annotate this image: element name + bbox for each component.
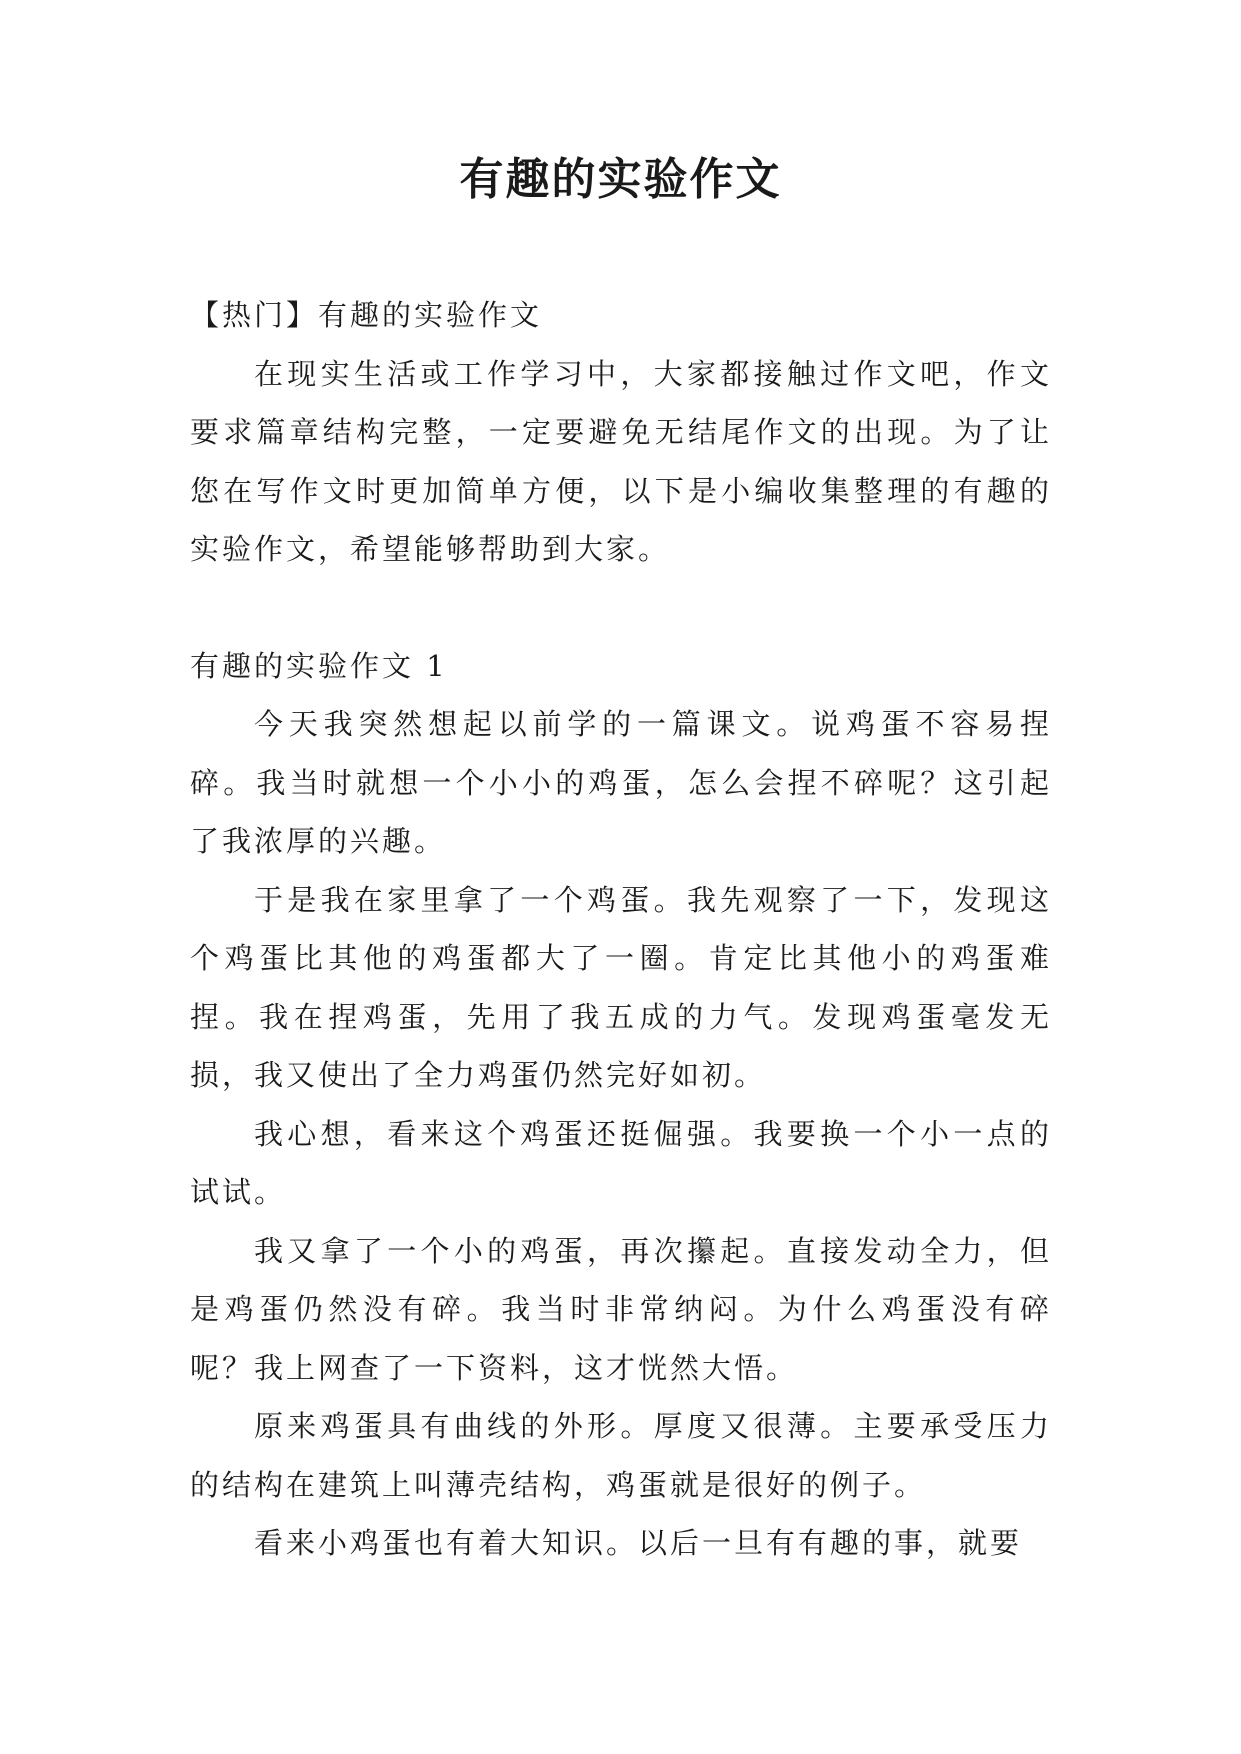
paragraph: 我又拿了一个小的鸡蛋，再次攥起。直接发动全力，但是鸡蛋仍然没有碎。我当时非常纳闷。为什么鸡蛋没有碎呢？我上网查了一下资料，这才恍然大悟。 xyxy=(190,1233,1052,1385)
paragraph: 今天我突然想起以前学的一篇课文。说鸡蛋不容易捏碎。我当时就想一个小小的鸡蛋，怎么会捏不碎呢？这引起了我浓厚的兴趣。 xyxy=(190,707,1052,858)
paragraph: 于是我在家里拿了一个鸡蛋。我先观察了一下，发现这个鸡蛋比其他的鸡蛋都大了一圈。肯定比其他小的鸡蛋难捏。我在捏鸡蛋，先用了我五成的力气。发现鸡蛋毫发无损，我又使出了全力鸡蛋仍然完好如初。 xyxy=(190,882,1052,1092)
paragraph: 看来小鸡蛋也有着大知识。以后一旦有有趣的事，就要 xyxy=(254,1526,1023,1560)
tag-line: 【热门】有趣的实验作文 xyxy=(190,298,543,332)
intro-paragraph: 在现实生活或工作学习中，大家都接触过作文吧，作文要求篇章结构完整，一定要避免无结尾作文的出现。为了让您在写作文时更加简单方便，以下是小编收集整理的有趣的实验作文，希望能够帮助到大家。 xyxy=(190,356,1052,566)
section-heading: 有趣的实验作文 1 xyxy=(190,648,448,683)
document-title: 有趣的实验作文 xyxy=(459,154,782,205)
document-body xyxy=(190,286,1052,1573)
paragraph: 我心想，看来这个鸡蛋还挺倔强。我要换一个小一点的试试。 xyxy=(190,1116,1052,1209)
paragraph: 原来鸡蛋具有曲线的外形。厚度又很薄。主要承受压力的结构在建筑上叫薄壳结构，鸡蛋就是很好的例子。 xyxy=(190,1409,1052,1502)
